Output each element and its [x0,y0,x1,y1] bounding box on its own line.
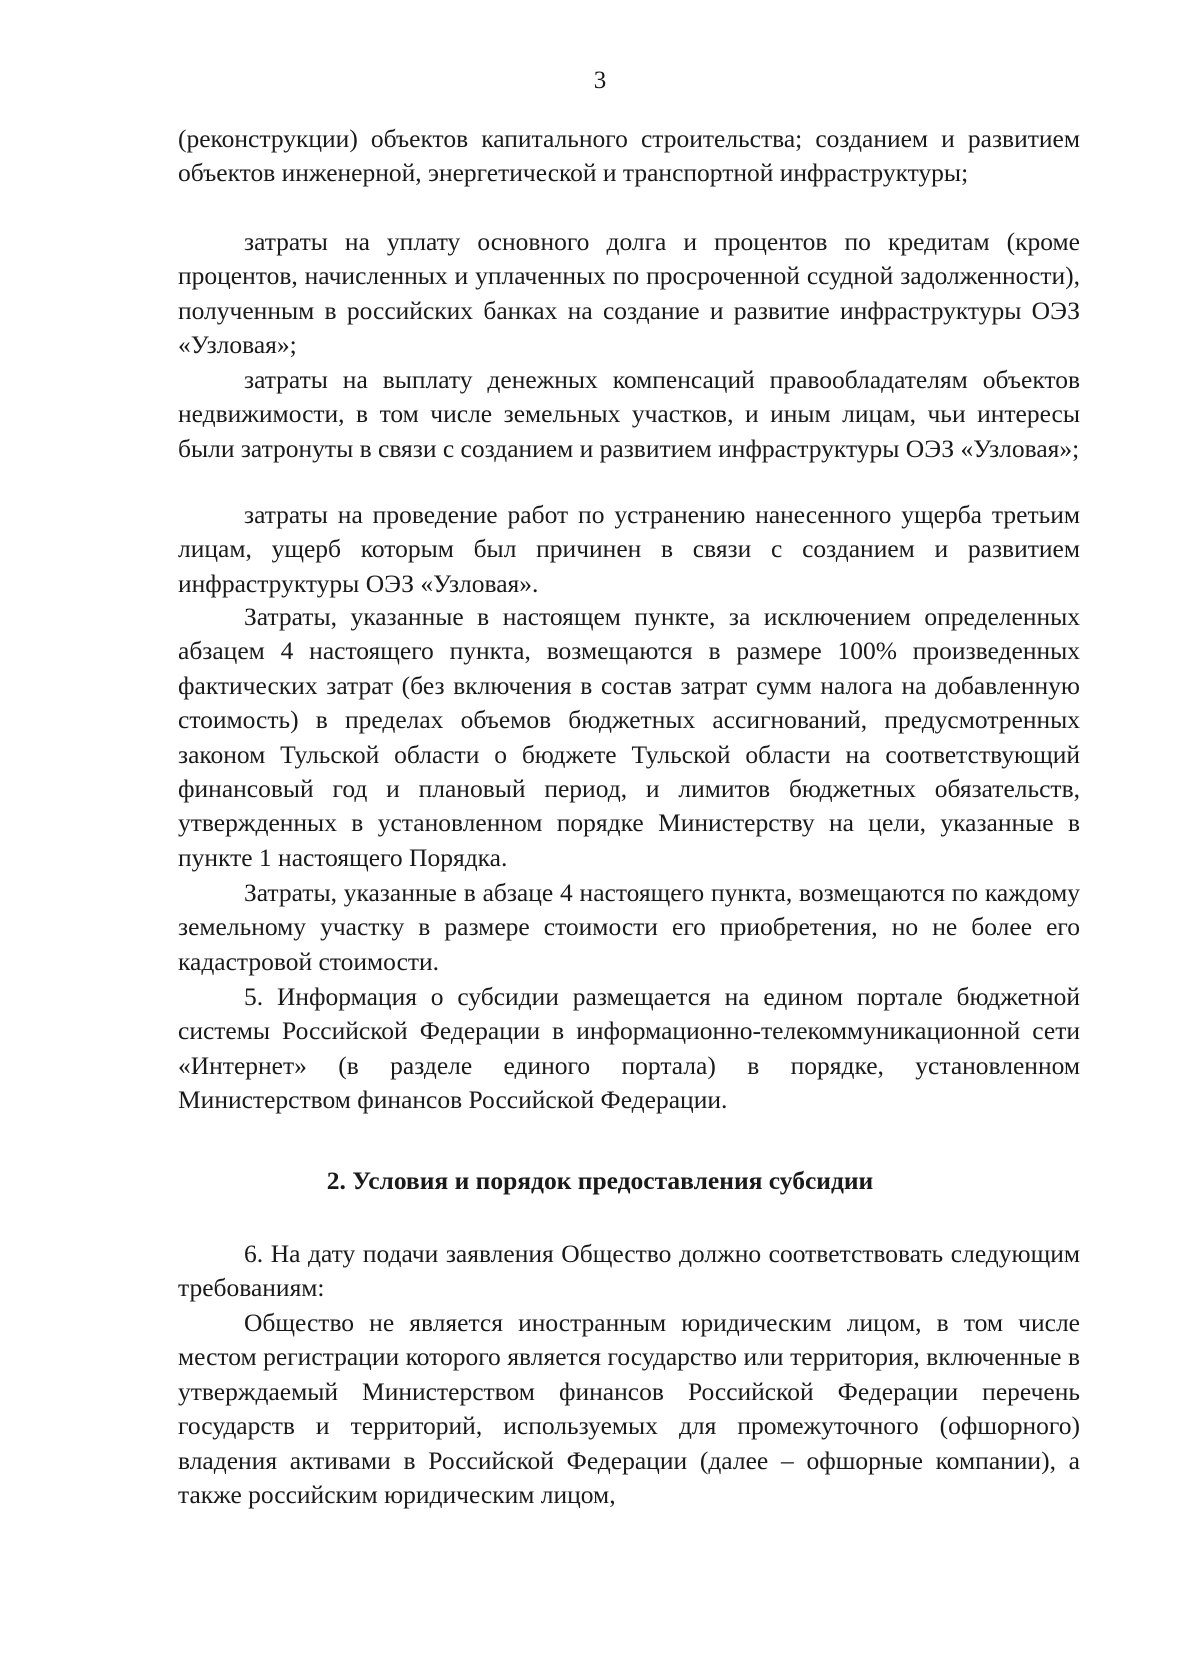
section-paragraph-1: 6. На дату подачи заявления Общество должно соответствовать следующим требованиям: [178,1239,1080,1303]
paragraph-2: затраты на уплату основного долга и процентов по кредитам (кроме процентов, начисленных и уплаченных по просроченной ссудной задолженности), полученным в российских банках на создание и развитие инфраструктуры ОЭЗ «Узловая»; [178,227,1080,360]
paragraph-1: (реконструкции) объектов капитального строительства; созданием и развитием объектов инженерной, энергетической и транспортной инфраструктуры; [178,124,1080,188]
paragraph-5: Затраты, указанные в настоящем пункте, за исключением определенных абзацем 4 настоящего пункта, возмещаются в размере 100% произведенных фактических затрат (без включения в состав затрат сумм налога на добавленную стоимость) в пределах объемов бюджетных ассигнований, предусмотренных законом Тульской области о бюджете Тульской области на соответствующий финансовый год и плановый период, и лимитов бюджетных обязательств, утвержденных в установленном порядке Министерству на цели, указанные в пункте 1 настоящего Порядка. [178,602,1080,872]
paragraph-6: Затраты, указанные в абзаце 4 настоящего пункта, возмещаются по каждому земельному участку в размере стоимости его приобретения, но не более его кадастровой стоимости. [178,878,1080,976]
page-number: 3 [593,67,607,94]
section-paragraph-2: Общество не является иностранным юридическим лицом, в том числе местом регистрации которого является государство или территория, включенные в утверждаемый Министерством финансов Российской Федерации перечень государств и территорий, используемых для промежуточного (офшорного) владения активами в Российской Федерации (далее – офшорные компании), а также российским юридическим лицом, [178,1308,1080,1510]
paragraph-4: затраты на проведение работ по устранению нанесенного ущерба третьим лицам, ущерб которым был причинен в связи с созданием и развитием инфраструктуры ОЭЗ «Узловая». [178,500,1080,598]
paragraph-7: 5. Информация о субсидии размещается на едином портале бюджетной системы Российской Федерации в информационно-телекоммуникационной сети «Интернет» (в разделе единого портала) в порядке, установленном Министерством финансов Российской Федерации. [178,982,1080,1115]
section-heading: 2. Условия и порядок предоставления субсидии [326,1166,874,1195]
paragraph-3: затраты на выплату денежных компенсаций правообладателям объектов недвижимости, в том числе земельных участков, и иным лицам, чьи интересы были затронуты в связи с созданием и развитием инфраструктуры ОЭЗ «Узловая»; [178,365,1080,463]
